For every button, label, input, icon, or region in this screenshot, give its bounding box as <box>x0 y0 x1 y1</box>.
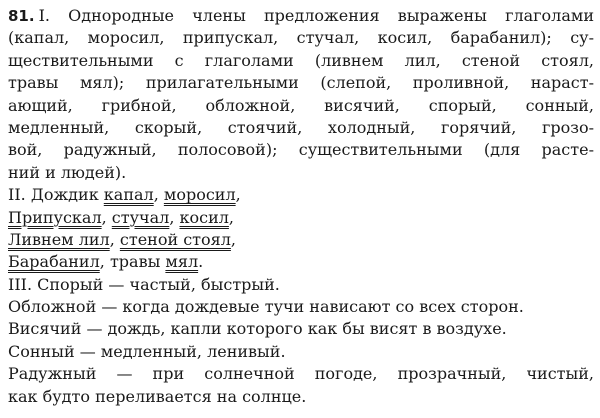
verb-livnem-lil: Ливнем лил <box>8 229 110 249</box>
verb-kosil: косил <box>179 207 229 227</box>
part3-line-5: Радужный — при солнечной погоде, прозрачный, чистый, <box>8 364 594 384</box>
part1-line-6: медленный, скорый, стоячий, холодный, горячий, грозо- <box>8 117 594 137</box>
part1-line-2: (капал, моросил, припускал, стучал, косил, барабанил); су- <box>8 28 594 48</box>
part2-intro: II. Дождик <box>8 185 99 205</box>
verb-kapal: капал <box>103 185 154 205</box>
part1-line-8: ний и людей). <box>8 162 127 182</box>
part1-line-4: травы мял); прилагательными (слепой, проливной, нараст- <box>8 73 594 93</box>
verb-pripuskal: Припускал <box>8 207 102 227</box>
part1-line-1 <box>8 5 594 27</box>
part1-line-5: ающий, грибной, обложной, висячий, спорый, сонный, <box>8 95 594 115</box>
part3-line-4: Сонный — медленный, ленивый. <box>8 341 286 361</box>
verb-stuchal: стучал <box>111 207 170 227</box>
part2-line-4: Барабанил, травы мял. <box>8 252 204 272</box>
verb-barabanil: Барабанил <box>8 252 100 272</box>
exercise-number: 81. <box>8 7 35 25</box>
part3-line-1: III. Спорый — частый, быстрый. <box>8 274 280 294</box>
part3-line-6: как будто переливается на солнце. <box>8 386 307 406</box>
verb-myal: мял <box>165 252 199 272</box>
exercise-81 <box>8 5 594 408</box>
part1-line-3: ществительными с глаголами (ливнем лил, стеной стоял, <box>8 50 594 70</box>
part1-line-1-text: I. Однородные члены предложения выражены глаголами <box>38 6 594 25</box>
verb-morosil: моросил <box>163 185 236 205</box>
part2-line-1: II. Дождик капал, моросил, <box>8 185 241 205</box>
part3-line-3: Висячий — дождь, капли которого как бы висят в воздухе. <box>8 319 507 339</box>
part2-line-2: Припускал, стучал, косил, <box>8 207 235 227</box>
word-travy: травы <box>109 252 161 272</box>
part3-line-2: Обложной — когда дождевые тучи нависают со всех сторон. <box>8 297 524 317</box>
part2-line-3: Ливнем лил, стеной стоял, <box>8 229 236 249</box>
verb-stenoy-stoyal: стеной стоял <box>119 229 231 249</box>
part1-line-7: вой, радужный, полосовой); существительными (для расте- <box>8 140 594 160</box>
